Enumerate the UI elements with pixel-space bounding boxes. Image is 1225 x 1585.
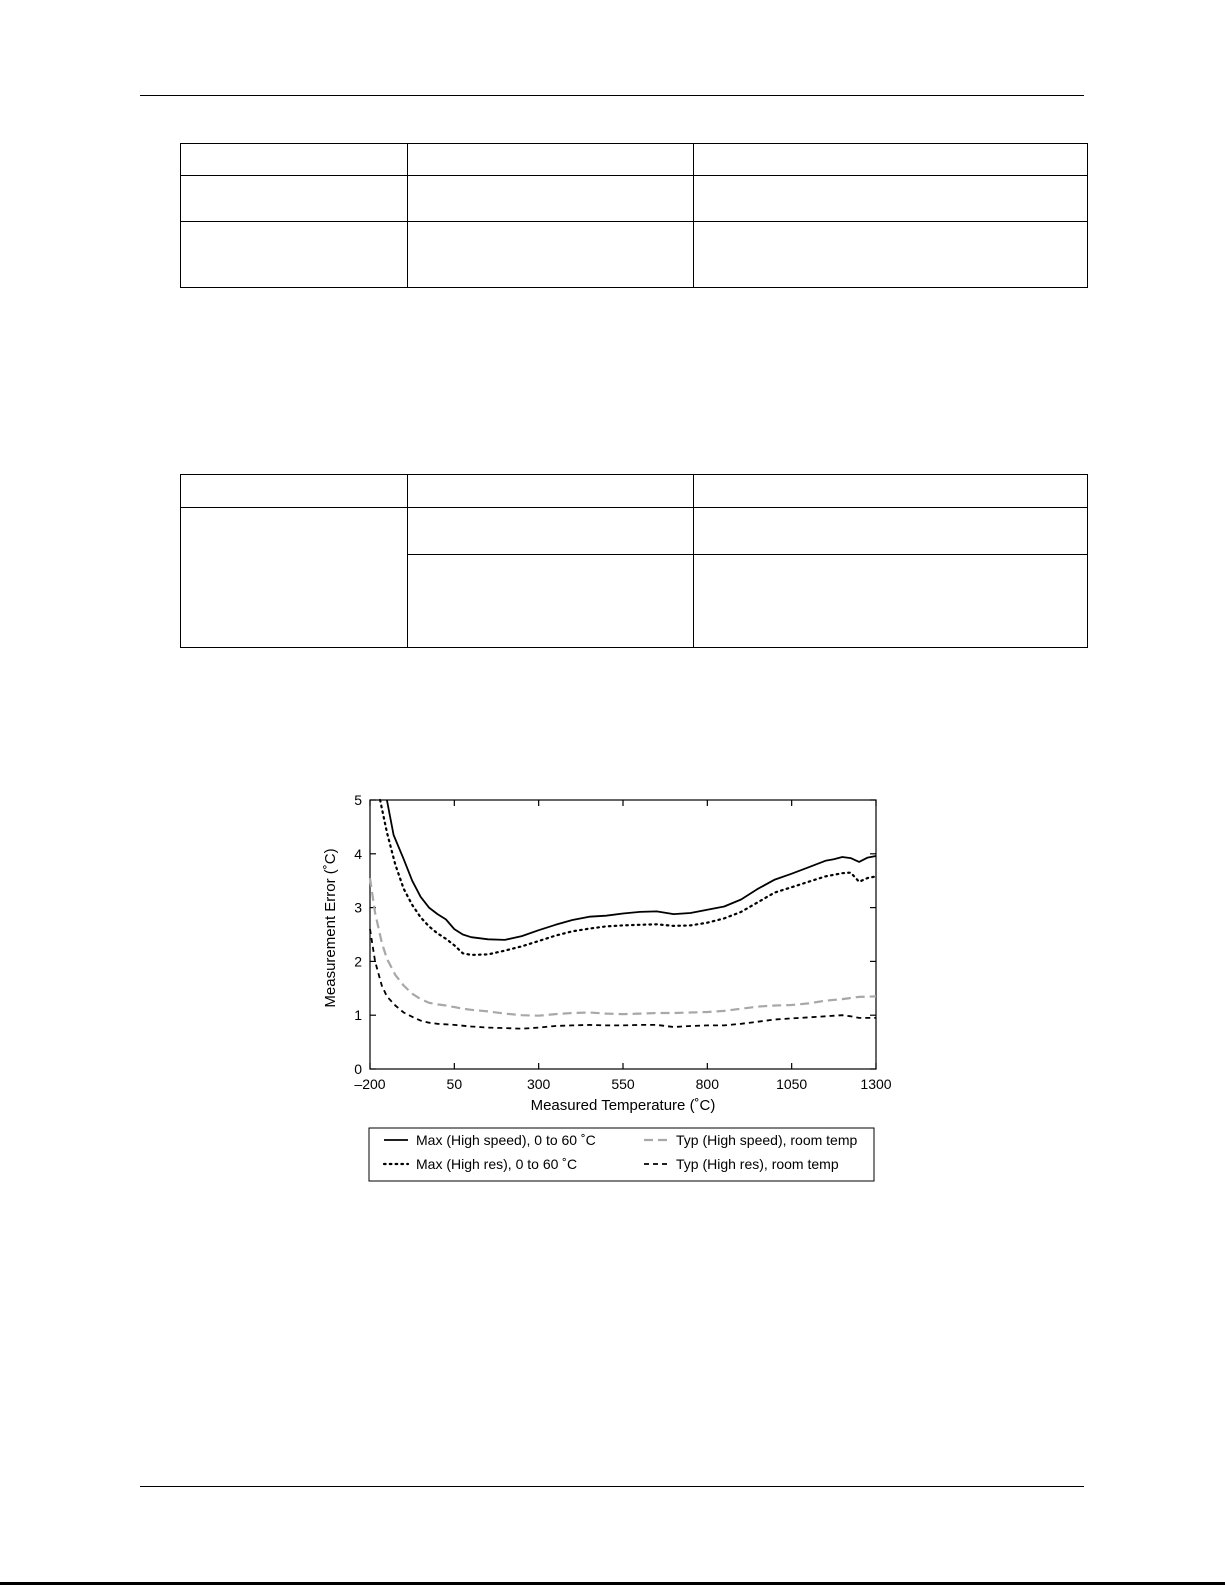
table-row [181, 475, 1088, 508]
x-axis-label: Measured Temperature (˚C) [530, 1097, 716, 1114]
y-tick-label: 4 [354, 845, 362, 862]
x-tick-labels [354, 1076, 891, 1092]
table-cell [694, 555, 1088, 648]
header-rule [140, 95, 1084, 96]
series-line [387, 800, 876, 940]
x-tick-label: 50 [446, 1076, 463, 1092]
measurement-error-chart [318, 778, 898, 1188]
table-cell [181, 176, 408, 222]
y-tick-label: 1 [354, 1007, 362, 1024]
table-cell [408, 222, 694, 288]
plot-frame [370, 800, 876, 1069]
table-cell [181, 475, 408, 508]
legend-label: Max (High res), 0 to 60 ˚C [416, 1156, 578, 1172]
table-cell [408, 508, 694, 555]
table-cell [694, 475, 1088, 508]
x-tick-label: –200 [354, 1076, 386, 1092]
table-cell [694, 176, 1088, 222]
series-line [370, 878, 876, 1016]
spec-table-1 [180, 143, 1088, 288]
y-tick-label: 0 [354, 1061, 362, 1077]
chart-legend [369, 1128, 874, 1181]
series-line [380, 800, 876, 955]
table-row [181, 508, 1088, 555]
legend-label: Typ (High res), room temp [676, 1156, 839, 1172]
table-cell [181, 222, 408, 288]
table-cell [181, 144, 408, 176]
table-cell [408, 144, 694, 176]
spec-table-2 [180, 474, 1088, 648]
legend-label: Typ (High speed), room temp [676, 1132, 858, 1148]
table-cell [181, 508, 408, 648]
y-tick-label: 3 [354, 899, 362, 916]
table-row [181, 176, 1088, 222]
table-cell [694, 144, 1088, 176]
table-row [181, 222, 1088, 288]
y-tick-label: 5 [354, 792, 362, 808]
plot-axes [370, 800, 876, 1069]
x-tick-label: 300 [526, 1076, 551, 1092]
table-cell [408, 555, 694, 648]
x-tick-label: 800 [695, 1076, 720, 1092]
footer-rule [140, 1486, 1084, 1487]
legend-label: Max (High speed), 0 to 60 ˚C [416, 1132, 596, 1148]
x-tick-label: 1050 [776, 1076, 808, 1092]
table-cell [408, 475, 694, 508]
table-cell [408, 176, 694, 222]
x-tick-label: 1300 [860, 1076, 892, 1092]
y-tick-label: 2 [354, 953, 362, 970]
y-tick-labels [354, 792, 362, 1077]
table-cell [694, 508, 1088, 555]
table-row [181, 144, 1088, 176]
x-tick-label: 550 [611, 1076, 635, 1092]
table-cell [694, 222, 1088, 288]
y-axis-label: Measurement Error (˚C) [322, 848, 339, 1008]
plot-series [370, 800, 876, 1029]
